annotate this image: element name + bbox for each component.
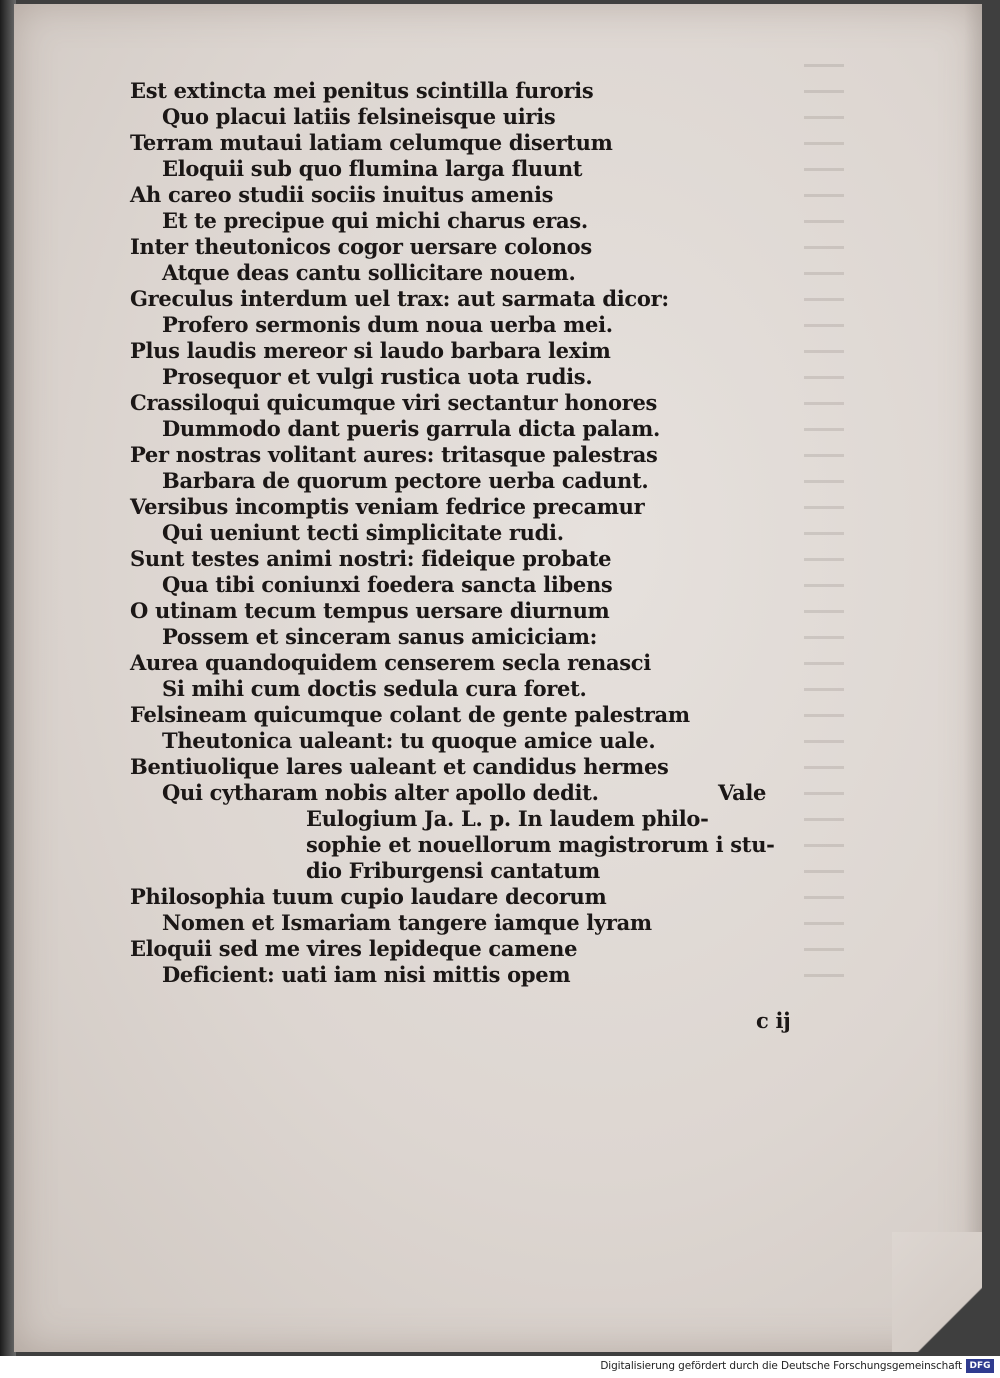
poem-line: Nomen et Ismariam tangere iamque lyram [162, 910, 652, 935]
poem-line: Qua tibi coniunxi foedera sancta libens [162, 572, 613, 597]
poem-line: Bentiuolique lares ualeant et candidus hermes [130, 754, 669, 779]
poem-line: Eloquii sub quo flumina larga fluunt [162, 156, 583, 181]
poem-line: Greculus interdum uel trax: aut sarmata dicor: [130, 286, 669, 311]
poem-line: Possem et sinceram sanus amiciciam: [162, 624, 598, 649]
heading-line: Eulogium Ja. L. p. In laudem philo- [306, 806, 709, 831]
poem-line: Per nostras volitant aures: tritasque palestras [130, 442, 658, 467]
poem-line: Profero sermonis dum noua uerba mei. [162, 312, 613, 337]
dfg-logo: DFG [966, 1359, 994, 1373]
book-page [14, 4, 982, 1352]
poem-line: Sunt testes animi nostri: fideique probate [130, 546, 612, 571]
poem-line: Eloquii sed me vires lepideque camene [130, 936, 578, 961]
poem-line: Terram mutaui latiam celumque disertum [130, 130, 613, 155]
funding-credit: Digitalisierung gefördert durch die Deutsche Forschungsgemeinschaft [600, 1360, 962, 1372]
poem-line: Versibus incomptis veniam fedrice precamur [130, 494, 645, 519]
heading-line: sophie et nouellorum magistrorum i stu- [306, 832, 775, 857]
poem-line: Philosophia tuum cupio laudare decorum [130, 884, 607, 909]
poem-line: Barbara de quorum pectore uerba cadunt. [162, 468, 649, 493]
poem-line: Dummodo dant pueris garrula dicta palam. [162, 416, 661, 441]
poem-line: Theutonica ualeant: tu quoque amice uale. [162, 728, 656, 753]
poem-text [14, 4, 982, 1352]
poem-line: Qui cytharam nobis alter apollo dedit. [162, 780, 599, 805]
poem-line: Quo placui latiis felsineisque uiris [162, 104, 556, 129]
vale-word: Vale [718, 780, 767, 805]
signature-mark: c ij [756, 1008, 791, 1033]
poem-line: Aurea quandoquidem censerem secla renasci [130, 650, 651, 675]
poem-line: Qui ueniunt tecti simplicitate rudi. [162, 520, 564, 545]
poem-line: Ah careo studii sociis inuitus amenis [130, 182, 554, 207]
poem-line: Crassiloqui quicumque viri sectantur honores [130, 390, 658, 415]
digitization-footer [0, 1356, 1000, 1378]
poem-line: Plus laudis mereor si laudo barbara lexim [130, 338, 611, 363]
poem-line: Et te precipue qui michi charus eras. [162, 208, 588, 233]
poem-line: Felsineam quicumque colant de gente palestram [130, 702, 690, 727]
poem-line: Inter theutonicos cogor uersare colonos [130, 234, 592, 259]
poem-line: Est extincta mei penitus scintilla furoris [130, 78, 594, 103]
poem-line: Si mihi cum doctis sedula cura foret. [162, 676, 587, 701]
heading-line: dio Friburgensi cantatum [306, 858, 600, 883]
poem-line: Deficient: uati iam nisi mittis opem [162, 962, 571, 987]
poem-line: O utinam tecum tempus uersare diurnum [130, 598, 610, 623]
poem-line: Atque deas cantu sollicitare nouem. [162, 260, 576, 285]
poem-line: Prosequor et vulgi rustica uota rudis. [162, 364, 593, 389]
